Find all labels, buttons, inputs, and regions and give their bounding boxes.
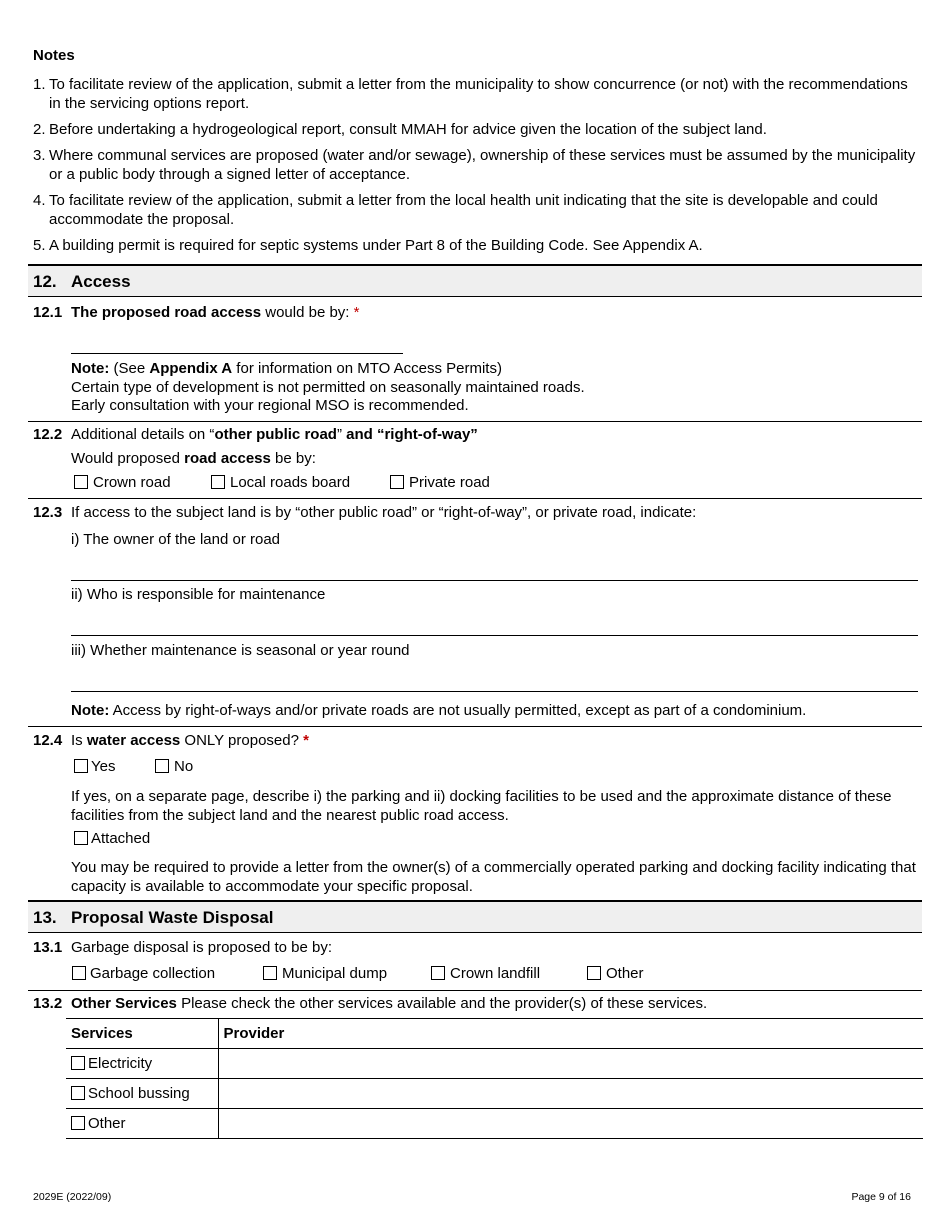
- service-label: Other: [88, 1115, 126, 1132]
- section-title: Proposal Waste Disposal: [71, 908, 274, 927]
- label-text: Please check the other services available and the provider(s) of these services.: [176, 995, 708, 1012]
- maintenance-season-label: iii) Whether maintenance is seasonal or year round: [71, 642, 410, 659]
- option-label: No: [174, 758, 194, 775]
- private-road-checkbox[interactable]: [390, 475, 404, 489]
- water-access-no-option[interactable]: [155, 758, 193, 775]
- water-access-yes-option[interactable]: [74, 758, 115, 775]
- divider: [28, 726, 922, 727]
- notes-heading: Notes: [33, 47, 75, 64]
- label-rest: would be by:: [261, 304, 354, 321]
- electricity-provider-field[interactable]: [218, 1049, 923, 1079]
- note-text: Access by right-of-ways and/or private roads are not usually permitted, except as part of a condominium.: [109, 702, 807, 719]
- no-checkbox[interactable]: [155, 759, 169, 773]
- garbage-collection-checkbox[interactable]: [72, 966, 86, 980]
- question-number-13-1: 13.1: [33, 939, 63, 956]
- service-label: Electricity: [88, 1055, 153, 1072]
- label-bold: water access: [86, 732, 181, 749]
- crown-landfill-checkbox[interactable]: [431, 966, 445, 980]
- form-identifier: 2029E (2022/09): [33, 1191, 112, 1203]
- option-label: Other: [606, 965, 644, 982]
- note-number: 1.: [33, 76, 46, 93]
- note-text: Before undertaking a hydrogeological report, consult MMAH for advice given the location of the subject land.: [49, 121, 767, 138]
- section-title: Access: [71, 272, 131, 291]
- garbage-collection-option[interactable]: [72, 965, 215, 982]
- provider-column-header: Provider: [218, 1019, 923, 1049]
- school-bussing-provider-field[interactable]: [218, 1079, 923, 1109]
- label-text: Additional details on “: [71, 426, 215, 443]
- question-12-3-label: If access to the subject land is by “other public road” or “right-of-way”, or private road, indicate:: [71, 504, 697, 521]
- question-number-12-2: 12.2: [33, 426, 63, 443]
- service-label: School bussing: [88, 1085, 190, 1102]
- other-service-checkbox[interactable]: [71, 1116, 85, 1130]
- label-text: be by:: [270, 450, 316, 467]
- question-12-2-sublabel: [71, 450, 316, 467]
- crown-road-checkbox[interactable]: [74, 475, 88, 489]
- label-text: ONLY proposed?: [180, 732, 304, 749]
- required-marker: *: [353, 304, 360, 321]
- divider: [28, 990, 922, 991]
- owner-label: i) The owner of the land or road: [71, 531, 281, 548]
- label-text: Would proposed: [71, 450, 185, 467]
- option-label: Garbage collection: [90, 965, 216, 982]
- note-number: 5.: [33, 237, 46, 254]
- service-cell: [66, 1109, 218, 1139]
- attached-option[interactable]: [74, 830, 150, 847]
- label-text: ”: [336, 426, 347, 443]
- option-label: Private road: [409, 474, 490, 491]
- label-bold: Other Services: [71, 995, 177, 1012]
- yes-checkbox[interactable]: [74, 759, 88, 773]
- label-text: Is: [71, 732, 87, 749]
- letter-requirement-text: You may be required to provide a letter from the owner(s) of a commercially operated parking and docking facility indicating that capacity is available to accommodate your specific proposal.: [71, 859, 916, 895]
- divider: [28, 498, 922, 499]
- question-12-2-label: [71, 426, 478, 443]
- question-13-1-label: Garbage disposal is proposed to be by:: [71, 939, 332, 956]
- label-bold: road access: [184, 450, 271, 467]
- local-roads-board-option[interactable]: [211, 474, 350, 491]
- attached-checkbox[interactable]: [74, 831, 88, 845]
- note-text: To facilitate review of the application, submit a letter from the local health unit indicating that the site is developable and could accommodate the proposal.: [49, 192, 878, 228]
- label-bold: other public road: [214, 426, 337, 443]
- question-13-2-label: [71, 995, 707, 1012]
- appendix-reference: Appendix A: [149, 360, 233, 377]
- other-services-table: [66, 1018, 923, 1139]
- note-item: [33, 120, 918, 139]
- water-access-description: If yes, on a separate page, describe i) the parking and ii) docking facilities to be used and the approximate distance of these facilities from the subject land and the nearest public road access.: [71, 788, 892, 824]
- table-header-row: [66, 1019, 923, 1049]
- note-text: A building permit is required for septic systems under Part 8 of the Building Code. See Appendix A.: [49, 237, 703, 254]
- service-cell: [66, 1079, 218, 1109]
- note-number: 2.: [33, 121, 46, 138]
- note-item: [33, 146, 918, 184]
- option-label: Yes: [91, 758, 116, 775]
- option-label: Crown road: [93, 474, 171, 491]
- note-item: [33, 75, 918, 113]
- private-road-option[interactable]: [390, 474, 490, 491]
- section-number: 12.: [33, 272, 57, 291]
- note-text: for information on MTO Access Permits): [232, 360, 502, 377]
- note-label: Note:: [71, 360, 110, 377]
- local-roads-board-checkbox[interactable]: [211, 475, 225, 489]
- note-number: 3.: [33, 147, 46, 164]
- maintenance-responsible-input-line[interactable]: [71, 635, 918, 636]
- maintenance-season-input-line[interactable]: [71, 691, 918, 692]
- services-column-header: Services: [66, 1019, 218, 1049]
- note-text: (See: [109, 360, 150, 377]
- required-marker: *: [303, 732, 309, 749]
- table-row: [66, 1109, 923, 1139]
- other-service-provider-field[interactable]: [218, 1109, 923, 1139]
- maintenance-responsible-label: ii) Who is responsible for maintenance: [71, 586, 326, 603]
- note-text: Where communal services are proposed (water and/or sewage), ownership of these services must be assumed by the municipality or a public body through a signed letter of acceptance.: [49, 147, 916, 183]
- note-text: To facilitate review of the application, submit a letter from the municipality to show concurrence (or not) with the recommendations in the servicing options report.: [49, 76, 908, 112]
- table-row: [66, 1049, 923, 1079]
- label-bold: The proposed road access: [71, 304, 262, 321]
- note-number: 4.: [33, 192, 46, 209]
- question-12-4-label: [71, 732, 309, 749]
- note-label: Note:: [71, 702, 110, 719]
- service-cell: [66, 1049, 218, 1079]
- municipal-dump-checkbox[interactable]: [263, 966, 277, 980]
- option-label: Crown landfill: [450, 965, 541, 982]
- owner-input-line[interactable]: [71, 580, 918, 581]
- note-line: Early consultation with your regional MSO is recommended.: [71, 397, 469, 414]
- question-number-12-3: 12.3: [33, 504, 63, 521]
- question-number-12-1: 12.1: [33, 304, 63, 321]
- page-number: Page 9 of 16: [851, 1191, 911, 1203]
- question-12-1-note: [71, 360, 585, 416]
- section-12-header: [28, 264, 922, 297]
- divider: [28, 421, 922, 422]
- section-13-header: [28, 900, 922, 933]
- municipal-dump-option[interactable]: [263, 965, 387, 982]
- electricity-checkbox[interactable]: [71, 1056, 85, 1070]
- road-access-input-line[interactable]: [71, 353, 403, 354]
- option-label: Attached: [91, 830, 151, 847]
- crown-landfill-option[interactable]: [431, 965, 540, 982]
- section-number: 13.: [33, 908, 57, 927]
- note-item: [33, 191, 918, 229]
- question-12-3-note: [71, 702, 806, 719]
- crown-road-option[interactable]: [74, 474, 171, 491]
- question-12-1-label: [71, 304, 359, 321]
- option-label: Municipal dump: [282, 965, 388, 982]
- question-number-12-4: 12.4: [33, 732, 63, 749]
- option-label: Local roads board: [230, 474, 351, 491]
- table-row: [66, 1079, 923, 1109]
- note-item: [33, 236, 918, 255]
- other-disposal-option[interactable]: [587, 965, 644, 982]
- other-disposal-checkbox[interactable]: [587, 966, 601, 980]
- school-bussing-checkbox[interactable]: [71, 1086, 85, 1100]
- note-line: Certain type of development is not permitted on seasonally maintained roads.: [71, 378, 585, 396]
- label-bold: and “right-of-way”: [346, 426, 478, 443]
- question-number-13-2: 13.2: [33, 995, 63, 1012]
